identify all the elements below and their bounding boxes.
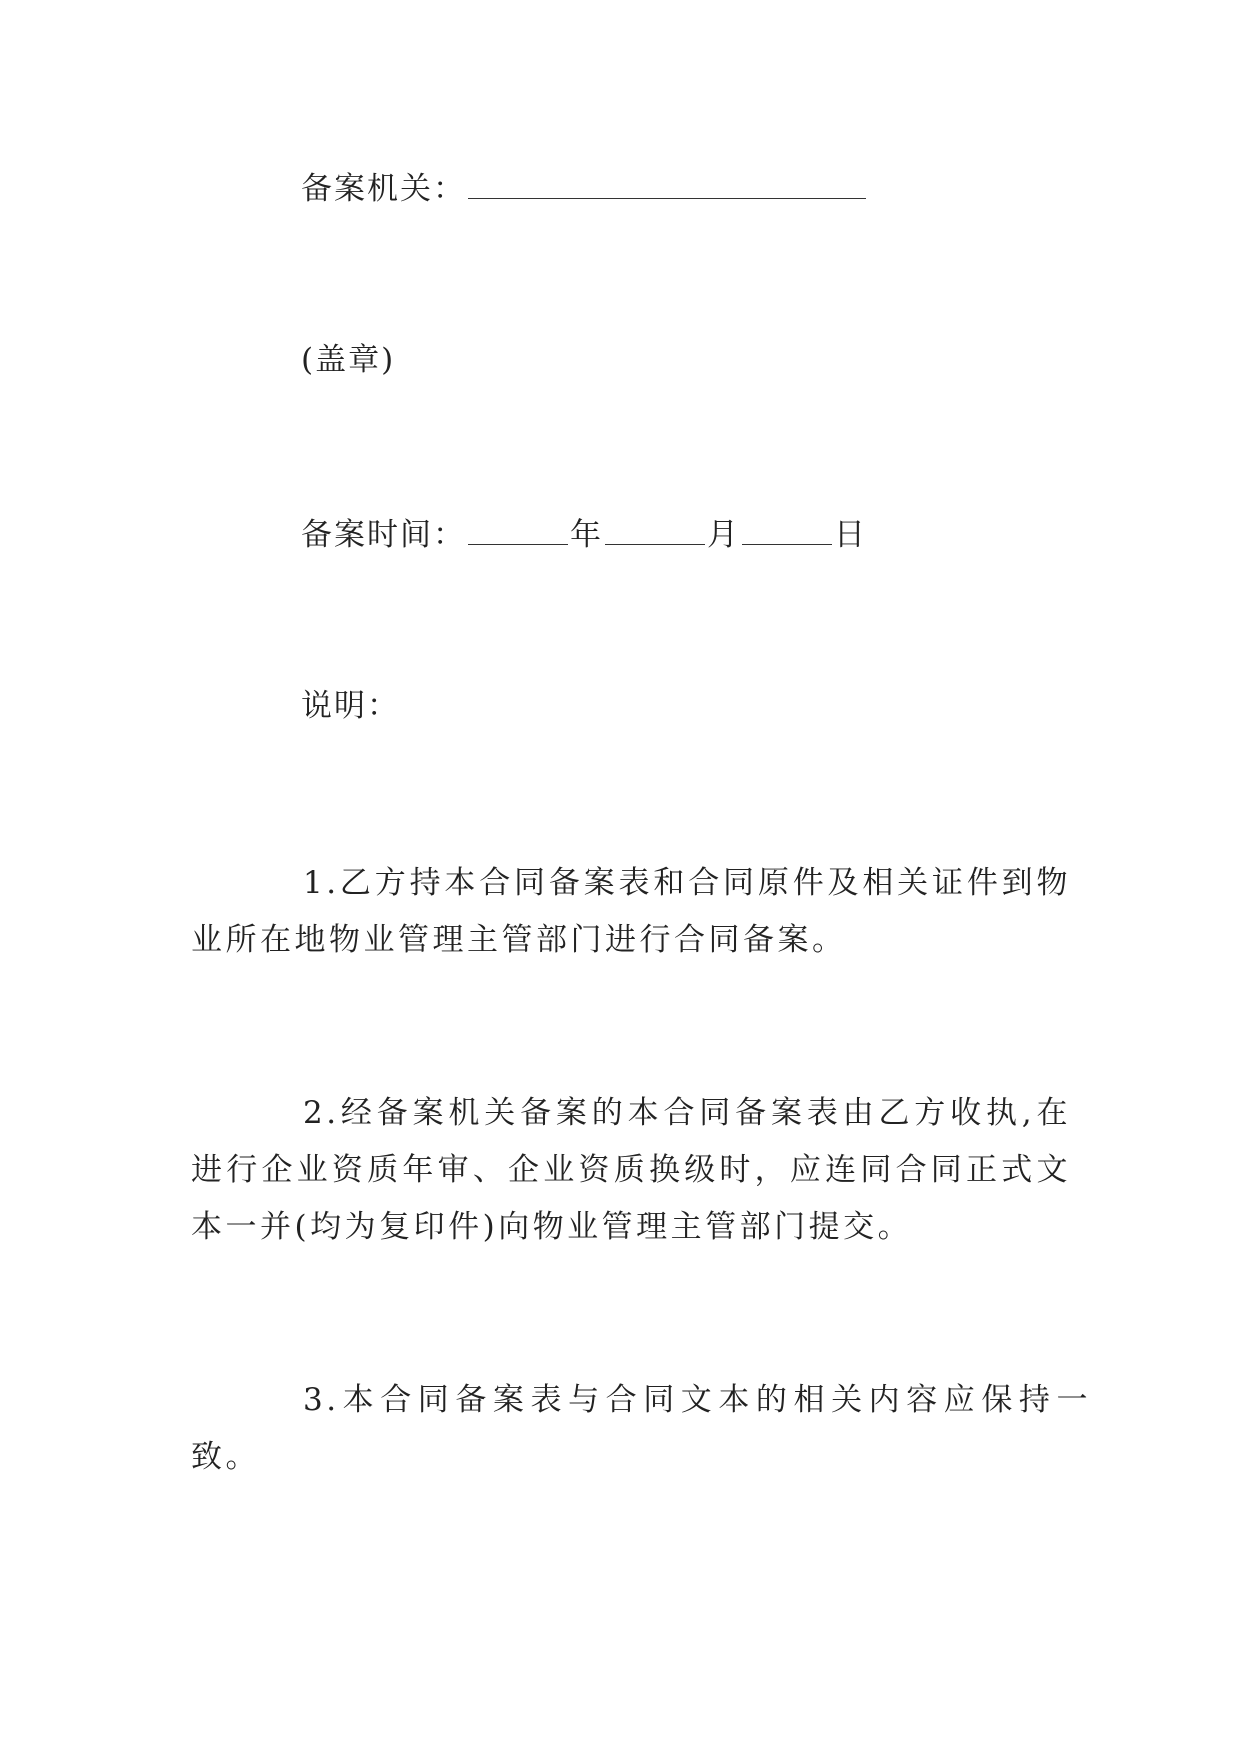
- filing-authority-label: 备案机关：: [301, 171, 466, 207]
- filing-authority-line: [301, 172, 868, 205]
- note-item-3: 3.本合同备案表与合同文本的相关内容应保持一致。: [191, 1382, 1091, 1475]
- note-item-2: 2.经备案机关备案的本合同备案表由乙方收执,在进行企业资质年审、企业资质换级时，应连同合同正式文本一并(均为复印件)向物业管理主管部门提交。: [191, 1095, 1071, 1245]
- seal-note: [301, 342, 396, 378]
- notes-heading-label: 说明：: [301, 688, 400, 724]
- year-label: 年: [570, 517, 603, 553]
- month-label: 月: [707, 517, 740, 553]
- filing-time-line: [301, 518, 867, 551]
- notes-heading: [301, 688, 400, 724]
- day-blank: [742, 518, 832, 545]
- year-blank: [468, 518, 568, 545]
- day-label: 日: [834, 517, 867, 553]
- filing-authority-blank: [468, 172, 866, 199]
- seal-label: (盖章): [301, 342, 396, 378]
- filing-time-label: 备案时间：: [301, 517, 466, 553]
- note-item-1: 1.乙方持本合同备案表和合同原件及相关证件到物业所在地物业管理主管部门进行合同备案。: [191, 865, 1071, 958]
- month-blank: [605, 518, 705, 545]
